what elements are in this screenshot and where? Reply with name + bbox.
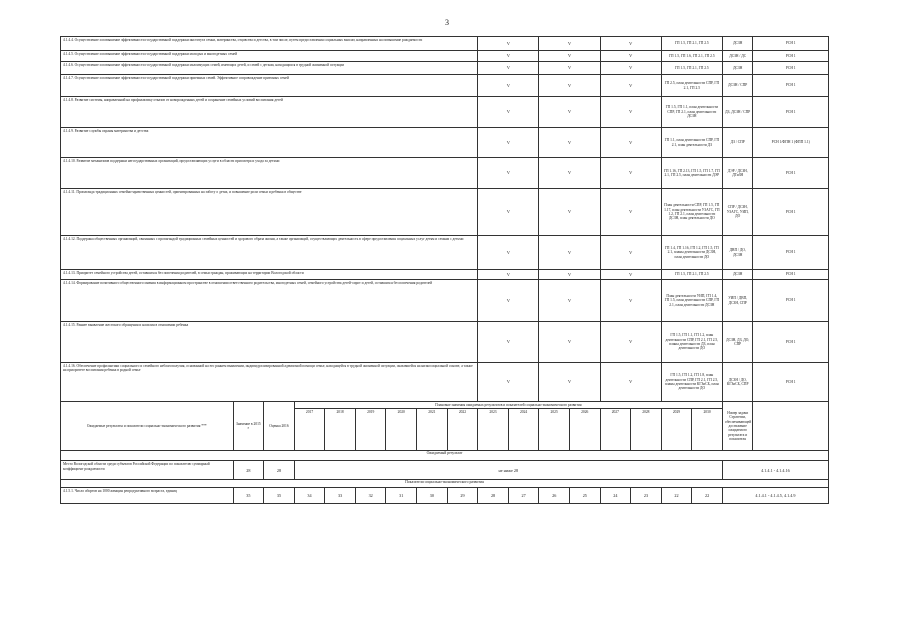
program-reference: ГП 1.5, ГП 2.1, ГП 2.5 (661, 37, 722, 51)
responsible-executors: ДСЗН, ДЗ, ДО, СПР (722, 322, 753, 363)
stage-3-mark: V (600, 62, 661, 75)
strategy-reference: РСН 1 (753, 363, 829, 402)
indicator-value: 24 (600, 488, 631, 504)
strategy-reference: РСН 1 (753, 51, 829, 62)
stage-2-mark: V (539, 62, 600, 75)
stage-2-mark: V (539, 158, 600, 189)
stage-3-mark: V (600, 189, 661, 236)
program-reference: ГП 2.5, план деятельности СПР, ГП 2.1, ГП 2.5 (661, 75, 722, 97)
stage-2-mark: V (539, 189, 600, 236)
year-header: 2021 (417, 409, 448, 450)
year-header: 2026 (570, 409, 601, 450)
year-header: 2028 (631, 409, 662, 450)
measure-text: 4.1.4.10. Развитие механизмов поддержки негосударственных организаций, предоставляющих услуги в области присмотра и ухода за детьми (61, 158, 478, 189)
stage-2-mark: V (539, 128, 600, 158)
responsible-executors: ДСЗН (722, 270, 753, 280)
responsible-executors: ДСЗН (722, 62, 753, 75)
program-reference: ГП 1.4, ГП 1.16, ГП 1.2, ГП 1.5, ГП 2.1, планы деятельности ДСЗН, план деятельности ДО (661, 236, 722, 270)
stage-3-mark: V (600, 280, 661, 322)
indicator-base: 35 (233, 488, 264, 504)
measure-text: 4.1.4.12. Поддержка общественных организаций, связанных с пропагандой традиционных семейных ценностей и здорового образа жизни, а также организаций, осуществляющих деятельность в сфере предоставления социальных услуг детям и семьям с детьми (61, 236, 478, 270)
indicator-value: 29 (447, 488, 478, 504)
year-header: 2027 (601, 409, 632, 450)
measure-row (61, 280, 829, 322)
responsible-executors: УИП / ДВП, ДСЗН, СПР (722, 280, 753, 322)
measure-row (61, 363, 829, 402)
results-section (61, 402, 829, 504)
program-reference: План деятельности СПР, ГП 1.5, ГП 1.17, план деятельности УЗАГС, ГП 1.2, ГП 2.1, план деятельности ДСЗН, план деятельности ДО (661, 189, 722, 236)
stage-3-mark: V (600, 128, 661, 158)
stage-3-mark: V (600, 236, 661, 270)
program-reference: ГП 1.5, ГП 1.1, план деятельности СПР, ГП 2.1, план деятельности ДСЗН (661, 97, 722, 128)
expected-result-section-title: Ожидаемый результат (61, 451, 829, 461)
measure-text: 4.1.4.7. Осуществление и повышение эффективности государственной поддержки приемных семей. Эффективное сопровождение приемных семей (61, 75, 478, 97)
stage-2-mark: V (539, 280, 600, 322)
stage-2-mark: V (539, 37, 600, 51)
measure-row (61, 270, 829, 280)
responsible-executors: ДСЗН / ДС (722, 51, 753, 62)
measure-text: 4.1.4.5. Осуществление и повышение эффективности государственной поддержки молодых и многодетных семей (61, 51, 478, 62)
measure-row (61, 51, 829, 62)
strategy-reference: РСН 1/ФПН 1 (ФПП 1.1) (753, 128, 829, 158)
estimate-header: Оценка 2016 (264, 402, 295, 451)
expected-result-ref: 4.1.4.1 - 4.1.4.16 (722, 461, 828, 480)
stage-2-mark: V (539, 322, 600, 363)
strategy-ref-header: Номер задачи Стратегии, обеспечивающей достижение ожидаемого результата и показателя (722, 402, 753, 451)
indicator-row (61, 488, 829, 504)
indicator-value: 31 (386, 488, 417, 504)
year-header: 2023 (478, 409, 509, 450)
measure-row (61, 158, 829, 189)
measure-row (61, 62, 829, 75)
measure-row (61, 236, 829, 270)
responsible-executors: ДЭР / ДСЗН, ДТиЗН (722, 158, 753, 189)
indicator-value: 22 (661, 488, 692, 504)
year-header: 2029 (662, 409, 693, 450)
stage-1-mark: V (478, 97, 539, 128)
planned-title: Плановые значения ожидаемых результатов и показателей социально-экономического развития (295, 402, 722, 409)
stage-3-mark: V (600, 270, 661, 280)
year-header: 2020 (386, 409, 417, 450)
responsible-executors: ДЗ / СПР (722, 128, 753, 158)
measure-text: 4.1.4.9. Развитие службы охраны материнства и детства (61, 128, 478, 158)
stage-1-mark: V (478, 189, 539, 236)
responsible-executors: ДСЗН (722, 37, 753, 51)
stage-2-mark: V (539, 97, 600, 128)
indicator-label: 4.1.5.1. Число абортов на 1000 женщин репродуктивного возраста, единиц (61, 488, 234, 504)
indicators-section-title: Показатели социально-экономического развития (61, 480, 829, 488)
measure-text: 4.1.4.16. Обеспечение профилактики социального и семейного неблагополучия, основанной на его раннем выявлении, индивидуализированной адекватной помощи семье, находящейся в трудной жизненной ситуации, оказавшейся на низкосоциальной основе, а также на приоритете воспитания ребенка в родной семье (61, 363, 478, 402)
indicator-value: 33 (325, 488, 356, 504)
measure-row (61, 322, 829, 363)
results-label-header: Ожидаемые результаты и показатели социально-экономического развития *** (61, 402, 234, 451)
year-header: 2024 (509, 409, 540, 450)
indicator-value: 26 (539, 488, 570, 504)
year-header: 2019 (356, 409, 387, 450)
stage-1-mark: V (478, 62, 539, 75)
strategy-reference: РСН 1 (753, 158, 829, 189)
strategy-reference: РСН 1 (753, 37, 829, 51)
stage-1-mark: V (478, 37, 539, 51)
indicator-value: 22 (692, 488, 723, 504)
stage-3-mark: V (600, 322, 661, 363)
program-reference: ГП 1.16, ГП 2.13, ГП 1.5, ГП 1.7, ГП 2.1, ГП 2.5, план деятельности ДЭР (661, 158, 722, 189)
stage-1-mark: V (478, 128, 539, 158)
stage-3-mark: V (600, 363, 661, 402)
responsible-executors: ДЗ, ДСЗН / СПР (722, 97, 753, 128)
strategy-reference: РСН 1 (753, 189, 829, 236)
program-reference: ГП 1.1, план деятельности СПР, ГП 2.1, план деятельности ДЗ (661, 128, 722, 158)
strategy-reference: РСН 1 (753, 280, 829, 322)
year-header: 2022 (448, 409, 479, 450)
stage-3-mark: V (600, 158, 661, 189)
stage-1-mark: V (478, 363, 539, 402)
indicator-value: 32 (355, 488, 386, 504)
stage-2-mark: V (539, 75, 600, 97)
responsible-executors: СПР / ДСЗН, УЗАГС, УИП, ДО (722, 189, 753, 236)
measure-text: 4.1.4.4. Осуществление и повышение эффективности государственной поддержки института семьи, материнства, отцовства и детства, в том числе, путем предоставления социальных выплат, направленных на повышение рождаемости (61, 37, 478, 51)
year-header: 2030 (703, 410, 711, 415)
strategy-reference: РСН 1 (753, 270, 829, 280)
stage-1-mark: V (478, 236, 539, 270)
program-reference: План деятельности УИП, ГП 1.4, ГП 1.5, план деятельности СПР, ГП 2.1, план деятельности ДСЗН (661, 280, 722, 322)
measure-row (61, 75, 829, 97)
years-header-row (295, 409, 722, 450)
strategy-reference: РСН 1 (753, 236, 829, 270)
program-reference: ГП 1.5, ГП 2.1, ГП 2.5 (661, 62, 722, 75)
stage-3-mark: V (600, 97, 661, 128)
stage-1-mark: V (478, 270, 539, 280)
measures-list (61, 37, 829, 402)
stage-2-mark: V (539, 270, 600, 280)
stage-1-mark: V (478, 51, 539, 62)
responsible-executors: ДСЗН / СПР (722, 75, 753, 97)
measure-row (61, 97, 829, 128)
year-header: 2025 (539, 409, 570, 450)
stage-3-mark: V (600, 51, 661, 62)
stage-1-mark: V (478, 158, 539, 189)
expected-result-label: Место Вологодской области среди субъектов Российской Федерации по показателю суммарный коэффициент рождаемости (61, 461, 234, 480)
measure-text: 4.1.4.14. Формирование позитивного общественного мнения в информационном пространстве в отношении ответственного родительства, многодетных семей, семейного устройства детей-сирот и детей, оставшихся без попечения родителей (61, 280, 478, 322)
stage-1-mark: V (478, 322, 539, 363)
indicator-ref: 4.1.4.1 - 4.1.4.5, 4.1.4.9 (722, 488, 828, 504)
program-reference: ГП 1.5, ГП 1.1, ГП 1.2, план деятельности СПР, ГП 2.1, ГП 2.5, планы деятельности ДЗ, план деятельности ДО (661, 322, 722, 363)
measure-row (61, 128, 829, 158)
base-value-header: Значение в 2015 г (233, 402, 264, 451)
measure-row (61, 189, 829, 236)
stage-3-mark: V (600, 75, 661, 97)
measure-text: 4.1.4.8. Развитие системы, направленной на профилактику отказов от новорожденных детей и сохранение семейных условий воспитания детей (61, 97, 478, 128)
program-reference: ГП 1.5, ГП 2.1, ГП 2.5 (661, 270, 722, 280)
expected-result-base: 28 (233, 461, 264, 480)
empty-header (753, 402, 829, 451)
stage-2-mark: V (539, 51, 600, 62)
strategy-reference: РСН 1 (753, 97, 829, 128)
stage-2-mark: V (539, 363, 600, 402)
program-reference: ГП 1.5, ГП 1.2, ГП 1.8, план деятельности СПР, ГП 2.1, ГП 2.5, планы деятельности КГЗиСБ, план деятельности ДО (661, 363, 722, 402)
indicator-value: 34 (294, 488, 325, 504)
indicator-value: 25 (570, 488, 601, 504)
indicator-value: 30 (417, 488, 448, 504)
measure-text: 4.1.4.15. Раннее выявление жестокого обращения и насилия в отношении ребенка (61, 322, 478, 363)
indicator-value: 28 (478, 488, 509, 504)
stage-1-mark: V (478, 75, 539, 97)
year-header: 2017 (295, 409, 326, 450)
year-header: 2018 (325, 409, 356, 450)
stage-2-mark: V (539, 236, 600, 270)
indicator-value: 23 (631, 488, 662, 504)
measure-row (61, 37, 829, 51)
strategy-reference: РСН 1 (753, 322, 829, 363)
expected-result-estimate: 28 (264, 461, 295, 480)
page-number: 3 (445, 18, 449, 27)
measure-text: 4.1.4.11. Пропаганда традиционных семейно-нравственных ценностей, ориентированных на заботу о детях, и повышение роли семьи и ребенка в обществе (61, 189, 478, 236)
strategy-reference: РСН 1 (753, 75, 829, 97)
responsible-executors: ДСЗН / ДО, КГЗиСБ, СПР (722, 363, 753, 402)
indicator-value: 27 (508, 488, 539, 504)
strategy-reference: РСН 1 (753, 62, 829, 75)
stage-1-mark: V (478, 280, 539, 322)
planned-values-header (294, 402, 722, 451)
measure-text: 4.1.4.13. Приоритет семейного устройства детей, оставшихся без попечения родителей, в семьи граждан, проживающих на территории Вологодской области (61, 270, 478, 280)
expected-result-planned: не ниже 28 (294, 461, 722, 480)
responsible-executors: ДВП / ДО, ДСЗН (722, 236, 753, 270)
strategy-table (60, 36, 829, 504)
measure-text: 4.1.4.6. Осуществление и повышение эффективности государственной поддержки малоимущих семей, имеющих детей, и семей с детьми, находящихся в трудной жизненной ситуации (61, 62, 478, 75)
stage-3-mark: V (600, 37, 661, 51)
program-reference: ГП 1.5, ГП 1.6, ГП 2.1, ГП 2.5 (661, 51, 722, 62)
indicator-estimate: 35 (264, 488, 295, 504)
